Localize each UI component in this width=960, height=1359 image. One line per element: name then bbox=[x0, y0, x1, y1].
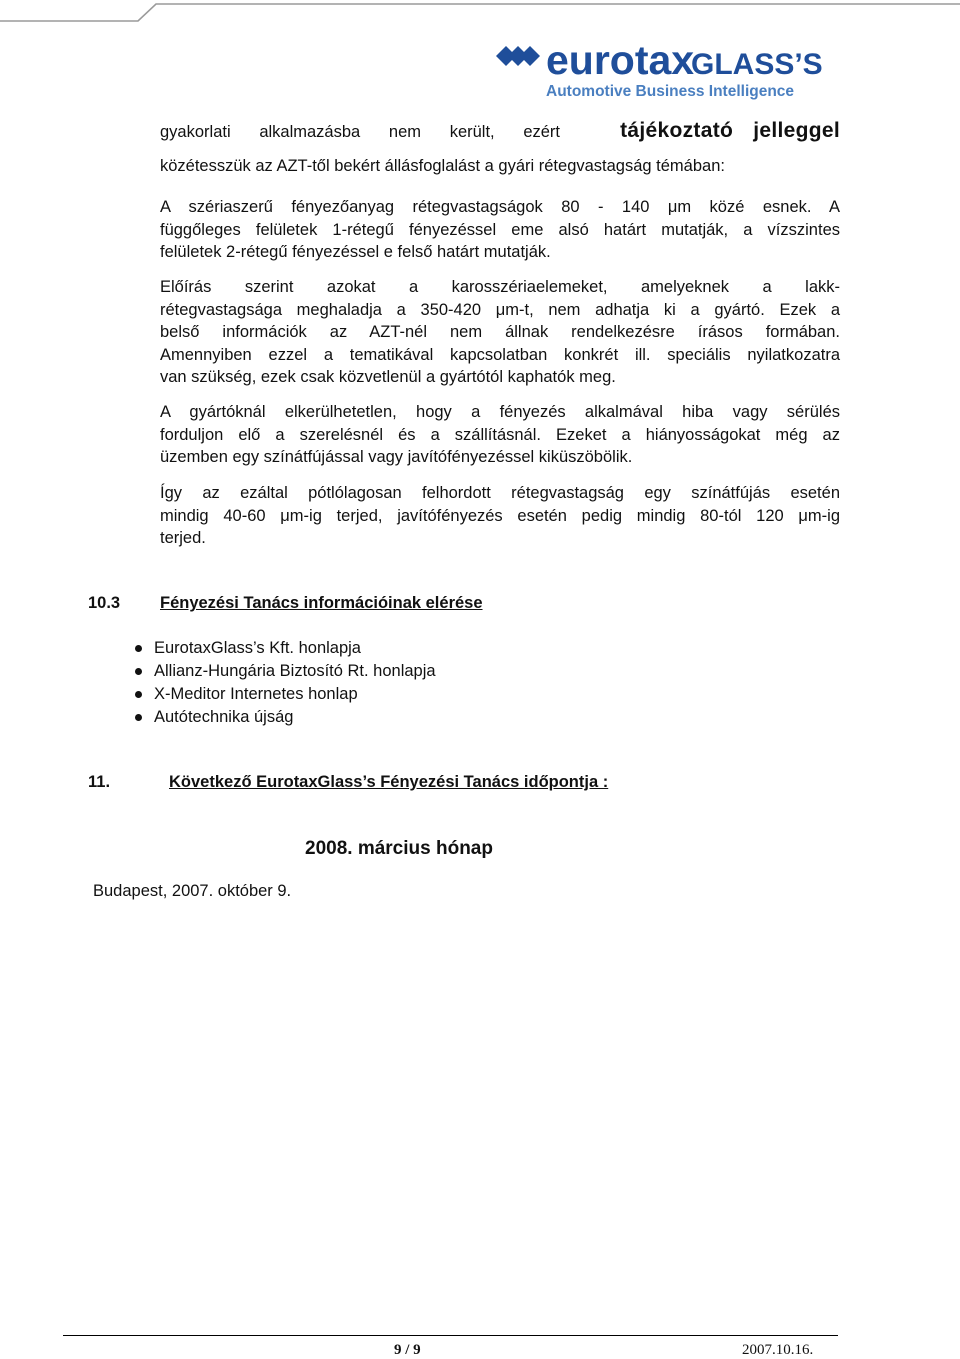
list-item bbox=[135, 706, 436, 729]
text-line: Amennyiben ezzel a tematikával kapcsolatban konkrét ill. speciális nyilatkozatra bbox=[160, 345, 840, 364]
list-item bbox=[135, 683, 436, 706]
bullet-icon bbox=[135, 691, 142, 698]
text-line: terjed. bbox=[160, 529, 206, 547]
section-11-heading bbox=[88, 773, 608, 792]
text-line: üzemben egy színátfújással vagy javítófényezéssel kiküszöbölik. bbox=[160, 448, 633, 466]
list-item bbox=[135, 637, 436, 660]
text-line: A szériaszerű fényezőanyag rétegvastagságok 80 - 140 μm közé esnek. A bbox=[160, 198, 840, 216]
regulation-paragraph bbox=[160, 276, 840, 389]
text-word: alkalmazásba bbox=[259, 123, 361, 141]
text-word: nem bbox=[388, 123, 421, 141]
eurotaxglass-logo bbox=[494, 38, 844, 102]
text-word: gyakorlati bbox=[160, 123, 231, 141]
text-line: rétegvastagsága meghaladja a 350-420 μm-t, nem adhatja ki a gyártó. Ezek a bbox=[160, 300, 840, 319]
text-line: forduljon elő a szerelésnél és a szállításnál. Ezeket a hiányosságokat még az bbox=[160, 425, 840, 444]
footer-date: 2007.10.16. bbox=[742, 1342, 814, 1358]
bullet-icon bbox=[135, 714, 142, 721]
section-number: 11. bbox=[88, 773, 111, 791]
logo-chevrons-icon bbox=[496, 46, 540, 66]
text-line: Így az ezáltal pótlólagosan felhordott rétegvastagság egy színátfújás esetén bbox=[160, 484, 840, 502]
text-line: felületek 2-rétegű fényezéssel e felső határt mutatják. bbox=[160, 243, 551, 261]
section-number: 10.3 bbox=[88, 594, 121, 612]
intro-paragraph bbox=[160, 120, 840, 178]
additional-thickness-paragraph bbox=[160, 482, 840, 550]
logo-main-text: eurotax bbox=[546, 38, 695, 83]
list-item-label: Autótechnika újság bbox=[154, 708, 294, 726]
text-line: közétesszük az AZT-től bekért állásfoglalást a gyári rétegvastagság témában: bbox=[160, 157, 725, 175]
info-sources-list bbox=[135, 637, 436, 729]
next-session-date: 2008. március hónap bbox=[305, 838, 493, 859]
emphasis-text: tájékoztató jelleggel bbox=[620, 119, 840, 142]
page-number: 9 / 9 bbox=[394, 1342, 421, 1358]
logo-tagline: Automotive Business Intelligence bbox=[546, 83, 795, 100]
footer-rule bbox=[63, 1335, 838, 1336]
manufacturer-paragraph bbox=[160, 401, 840, 469]
list-item-label: EurotaxGlass’s Kft. honlapja bbox=[154, 639, 361, 657]
list-item-label: Allianz-Hungária Biztosító Rt. honlapja bbox=[154, 662, 436, 680]
section-title: Fényezési Tanács információinak elérése bbox=[160, 594, 483, 612]
logo-brand-text: GLASS’S bbox=[691, 48, 823, 81]
text-line: belső információk az AZT-nél nem állnak rendelkezésre írásos formában. bbox=[160, 323, 840, 341]
bullet-icon bbox=[135, 645, 142, 652]
section-title: Következő EurotaxGlass’s Fényezési Tanács időpontja : bbox=[169, 773, 609, 791]
section-10-heading bbox=[88, 594, 483, 613]
place-and-date: Budapest, 2007. október 9. bbox=[93, 882, 292, 900]
text-line: mindig 40-60 μm-ig terjed, javítófényezés esetén pedig mindig 80-tól 120 μm-ig bbox=[160, 506, 840, 525]
thickness-paragraph bbox=[160, 196, 840, 264]
text-line: A gyártóknál elkerülhetetlen, hogy a fényezés alkalmával hiba vagy sérülés bbox=[160, 403, 840, 421]
bullet-icon bbox=[135, 668, 142, 675]
list-item bbox=[135, 660, 436, 683]
text-word: került, bbox=[449, 123, 495, 141]
header-rule bbox=[0, 0, 960, 24]
text-line: Előírás szerint azokat a karosszériaelemeket, amelyeknek a lakk- bbox=[160, 278, 840, 296]
text-line: függőleges felületek 1-rétegű fényezéssel eme alsó határt mutatják, a vízszintes bbox=[160, 220, 840, 239]
list-item-label: X-Meditor Internetes honlap bbox=[154, 685, 358, 703]
text-line: van szükség, ezek csak közvetlenül a gyártótól kaphatók meg. bbox=[160, 368, 616, 386]
text-word: ezért bbox=[523, 123, 560, 141]
